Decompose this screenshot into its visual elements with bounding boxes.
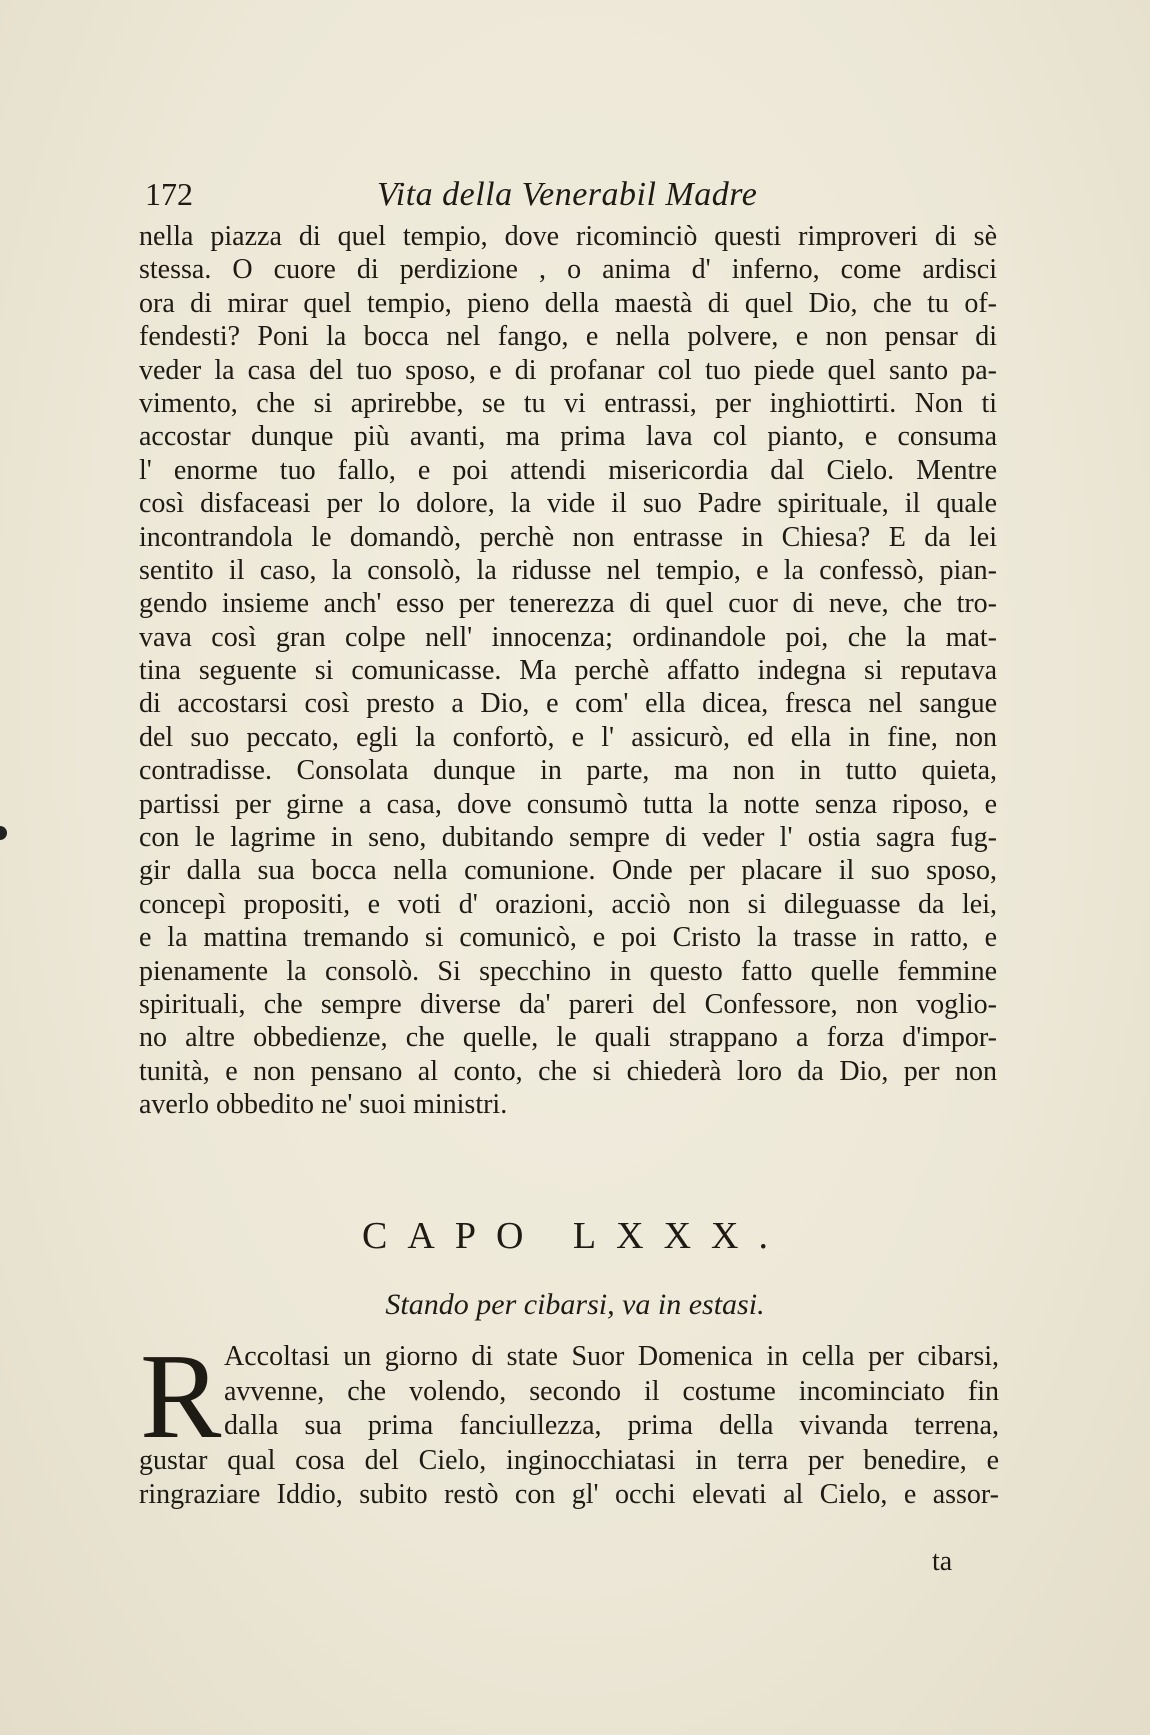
text-line: ora di mirar quel tempio, pieno della maestà di quel Dio, che tu of- xyxy=(139,287,997,319)
text-line: ringraziare Iddio, subito restò con gl' occhi elevati al Cielo, e assor- xyxy=(139,1479,999,1510)
text-line: contradisse. Consolata dunque in parte, ma non in tutto quieta, xyxy=(139,755,997,787)
text-line: sentito il caso, la consolò, la ridusse nel tempio, e la confessò, pian- xyxy=(139,554,997,586)
text-line: vimento, che si aprirebbe, se tu vi entrassi, per inghiottirti. Non ti xyxy=(139,387,997,419)
text-line: averlo obbedito ne' suoi ministri. xyxy=(139,1089,508,1121)
text-line: gendo insieme anch' esso per tenerezza di quel cuor di neve, che tro- xyxy=(139,588,997,620)
text-line: accostar dunque più avanti, ma prima lava col pianto, e consuma xyxy=(139,421,997,453)
text-line: così disfaceasi per lo dolore, la vide il suo Padre spirituale, il quale xyxy=(139,488,997,520)
text-line: l' enorme tuo fallo, e poi attendi misericordia dal Cielo. Mentre xyxy=(139,454,997,486)
text-line: spirituali, che sempre diverse da' pareri del Confessore, non voglio- xyxy=(139,988,997,1020)
text-line: no altre obbedienze, che quelle, le quali strappano a forza d'impor- xyxy=(139,1022,997,1054)
text-line: nella piazza di quel tempio, dove ricominciò questi rimproveri di sè xyxy=(139,221,997,252)
page-edge-mark xyxy=(0,826,7,840)
text-line: Accoltasi un giorno di state Suor Domenica in cella per cibarsi, xyxy=(224,1341,999,1372)
running-title: Vita della Venerabil Madre xyxy=(377,176,758,213)
text-line: e la mattina tremando si comunicò, e poi Cristo la trasse in ratto, e xyxy=(139,922,997,954)
text-line: concepì propositi, e voti d' orazioni, acciò non si dileguasse da lei, xyxy=(139,888,997,920)
text-line: gir dalla sua bocca nella comunione. Onde per placare il suo sposo, xyxy=(139,855,997,887)
text-line: dalla sua prima fanciullezza, prima della vivanda terrena, xyxy=(224,1410,999,1441)
text-line: stessa. O cuore di perdizione , o anima d' inferno, come ardisci xyxy=(139,254,997,286)
text-line: gustar qual cosa del Cielo, inginocchiatasi in terra per benedire, e xyxy=(139,1444,999,1476)
text-line: veder la casa del tuo sposo, e di profanar col tuo piede quel santo pa- xyxy=(139,354,997,386)
text-line: pienamente la consolò. Si specchino in questo fatto quelle femmine xyxy=(139,955,997,987)
text-line: vava così gran colpe nell' innocenza; ordinandole poi, che la mat- xyxy=(139,621,997,653)
text-line: tunità, e non pensano al conto, che si chiederà loro da Dio, per non xyxy=(139,1055,997,1087)
text-line: partissi per girne a casa, dove consumò tutta la notte senza riposo, e xyxy=(139,788,997,820)
drop-cap: R xyxy=(140,1329,222,1464)
text-line: avvenne, che volendo, secondo il costume incominciato fin xyxy=(224,1375,999,1407)
catchword: ta xyxy=(932,1546,953,1577)
text-line: tina seguente si comunicasse. Ma perchè affatto indegna si reputava xyxy=(139,655,997,687)
page-header xyxy=(145,176,1005,218)
page-number: 172 xyxy=(145,176,193,212)
text-line: con le lagrime in seno, dubitando sempre di veder l' ostia sagra fug- xyxy=(139,822,997,854)
text-line: fendesti? Poni la bocca nel fango, e nella polvere, e non pensar di xyxy=(139,321,997,353)
chapter-paragraph xyxy=(139,1340,999,1513)
text-line: di accostarsi così presto a Dio, e com' ella dicea, fresca nel sangue xyxy=(139,688,997,720)
chapter-subtitle: Stando per cibarsi, va in estasi. xyxy=(385,1288,765,1321)
chapter-heading: CAPO LXXX. xyxy=(362,1215,788,1257)
text-line: del suo peccato, egli la confortò, e l' assicurò, ed ella in fine, non xyxy=(139,721,997,753)
body-paragraph xyxy=(139,220,997,1122)
text-line: incontrandola le domandò, perchè non entrasse in Chiesa? E da lei xyxy=(139,521,997,553)
